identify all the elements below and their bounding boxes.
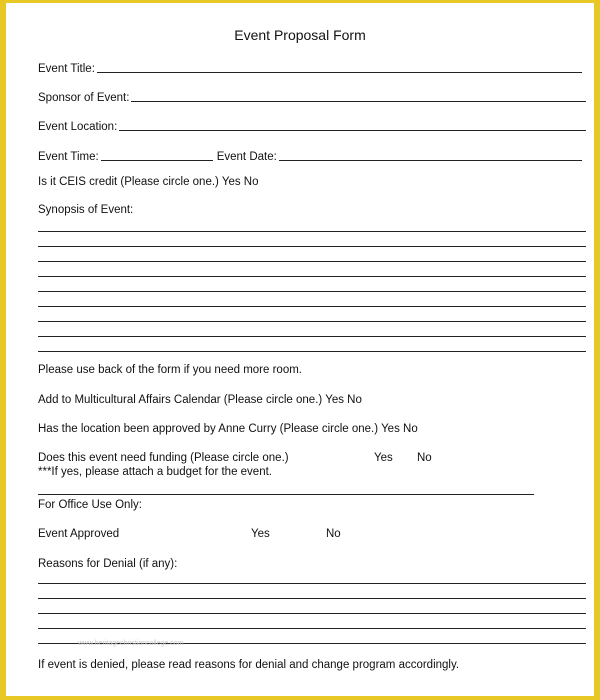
time-date-row [38, 147, 586, 163]
time-label: Event Time: [38, 151, 99, 163]
watermark-text: www.heritagechristiancollege.com [78, 640, 184, 647]
ceis-question: Is it CEIS credit (Please circle one.) Yes No [38, 176, 259, 188]
synopsis-line-1[interactable] [38, 231, 586, 232]
back-note: Please use back of the form if you need more room. [38, 364, 302, 376]
denial-line-2[interactable] [38, 598, 586, 599]
event-title-label: Event Title: [38, 63, 95, 75]
sponsor-row [38, 88, 586, 104]
location-row [38, 117, 586, 133]
synopsis-line-2[interactable] [38, 246, 586, 247]
approved-no-option[interactable]: No [326, 528, 341, 540]
synopsis-line-4[interactable] [38, 276, 586, 277]
denial-reasons-label: Reasons for Denial (if any): [38, 558, 178, 570]
office-use-label: For Office Use Only: [38, 499, 142, 511]
location-approved-question: Has the location been approved by Anne Curry (Please circle one.) Yes No [38, 423, 418, 435]
funding-yes-option[interactable]: Yes [374, 452, 393, 464]
event-title-row [38, 59, 586, 75]
date-field[interactable] [279, 148, 582, 161]
approved-yes-option[interactable]: Yes [251, 528, 270, 540]
sponsor-field[interactable] [131, 89, 586, 102]
denied-note: If event is denied, please read reasons for denial and change program accordingly. [38, 659, 460, 671]
denial-line-4[interactable] [38, 628, 586, 629]
form-title: Event Proposal Form [234, 27, 366, 43]
date-label: Event Date: [216, 151, 277, 163]
synopsis-line-7[interactable] [38, 321, 586, 322]
synopsis-line-5[interactable] [38, 291, 586, 292]
calendar-question: Add to Multicultural Affairs Calendar (Please circle one.) Yes No [38, 394, 362, 406]
denial-line-1[interactable] [38, 583, 586, 584]
funding-no-option[interactable]: No [417, 452, 432, 464]
synopsis-line-6[interactable] [38, 306, 586, 307]
location-label: Event Location: [38, 121, 118, 133]
synopsis-line-3[interactable] [38, 261, 586, 262]
event-approved-label: Event Approved [38, 528, 120, 540]
synopsis-line-9[interactable] [38, 351, 586, 352]
funding-question: Does this event need funding (Please circle one.) [38, 452, 289, 464]
time-field[interactable] [101, 148, 213, 161]
synopsis-label: Synopsis of Event: [38, 204, 134, 216]
synopsis-line-8[interactable] [38, 336, 586, 337]
sponsor-label: Sponsor of Event: [38, 92, 130, 104]
form-page [6, 3, 594, 696]
event-title-field[interactable] [97, 60, 582, 73]
budget-note: ***If yes, please attach a budget for the event. [38, 466, 272, 478]
office-divider [38, 494, 534, 495]
location-field[interactable] [119, 118, 586, 131]
denial-line-3[interactable] [38, 613, 586, 614]
